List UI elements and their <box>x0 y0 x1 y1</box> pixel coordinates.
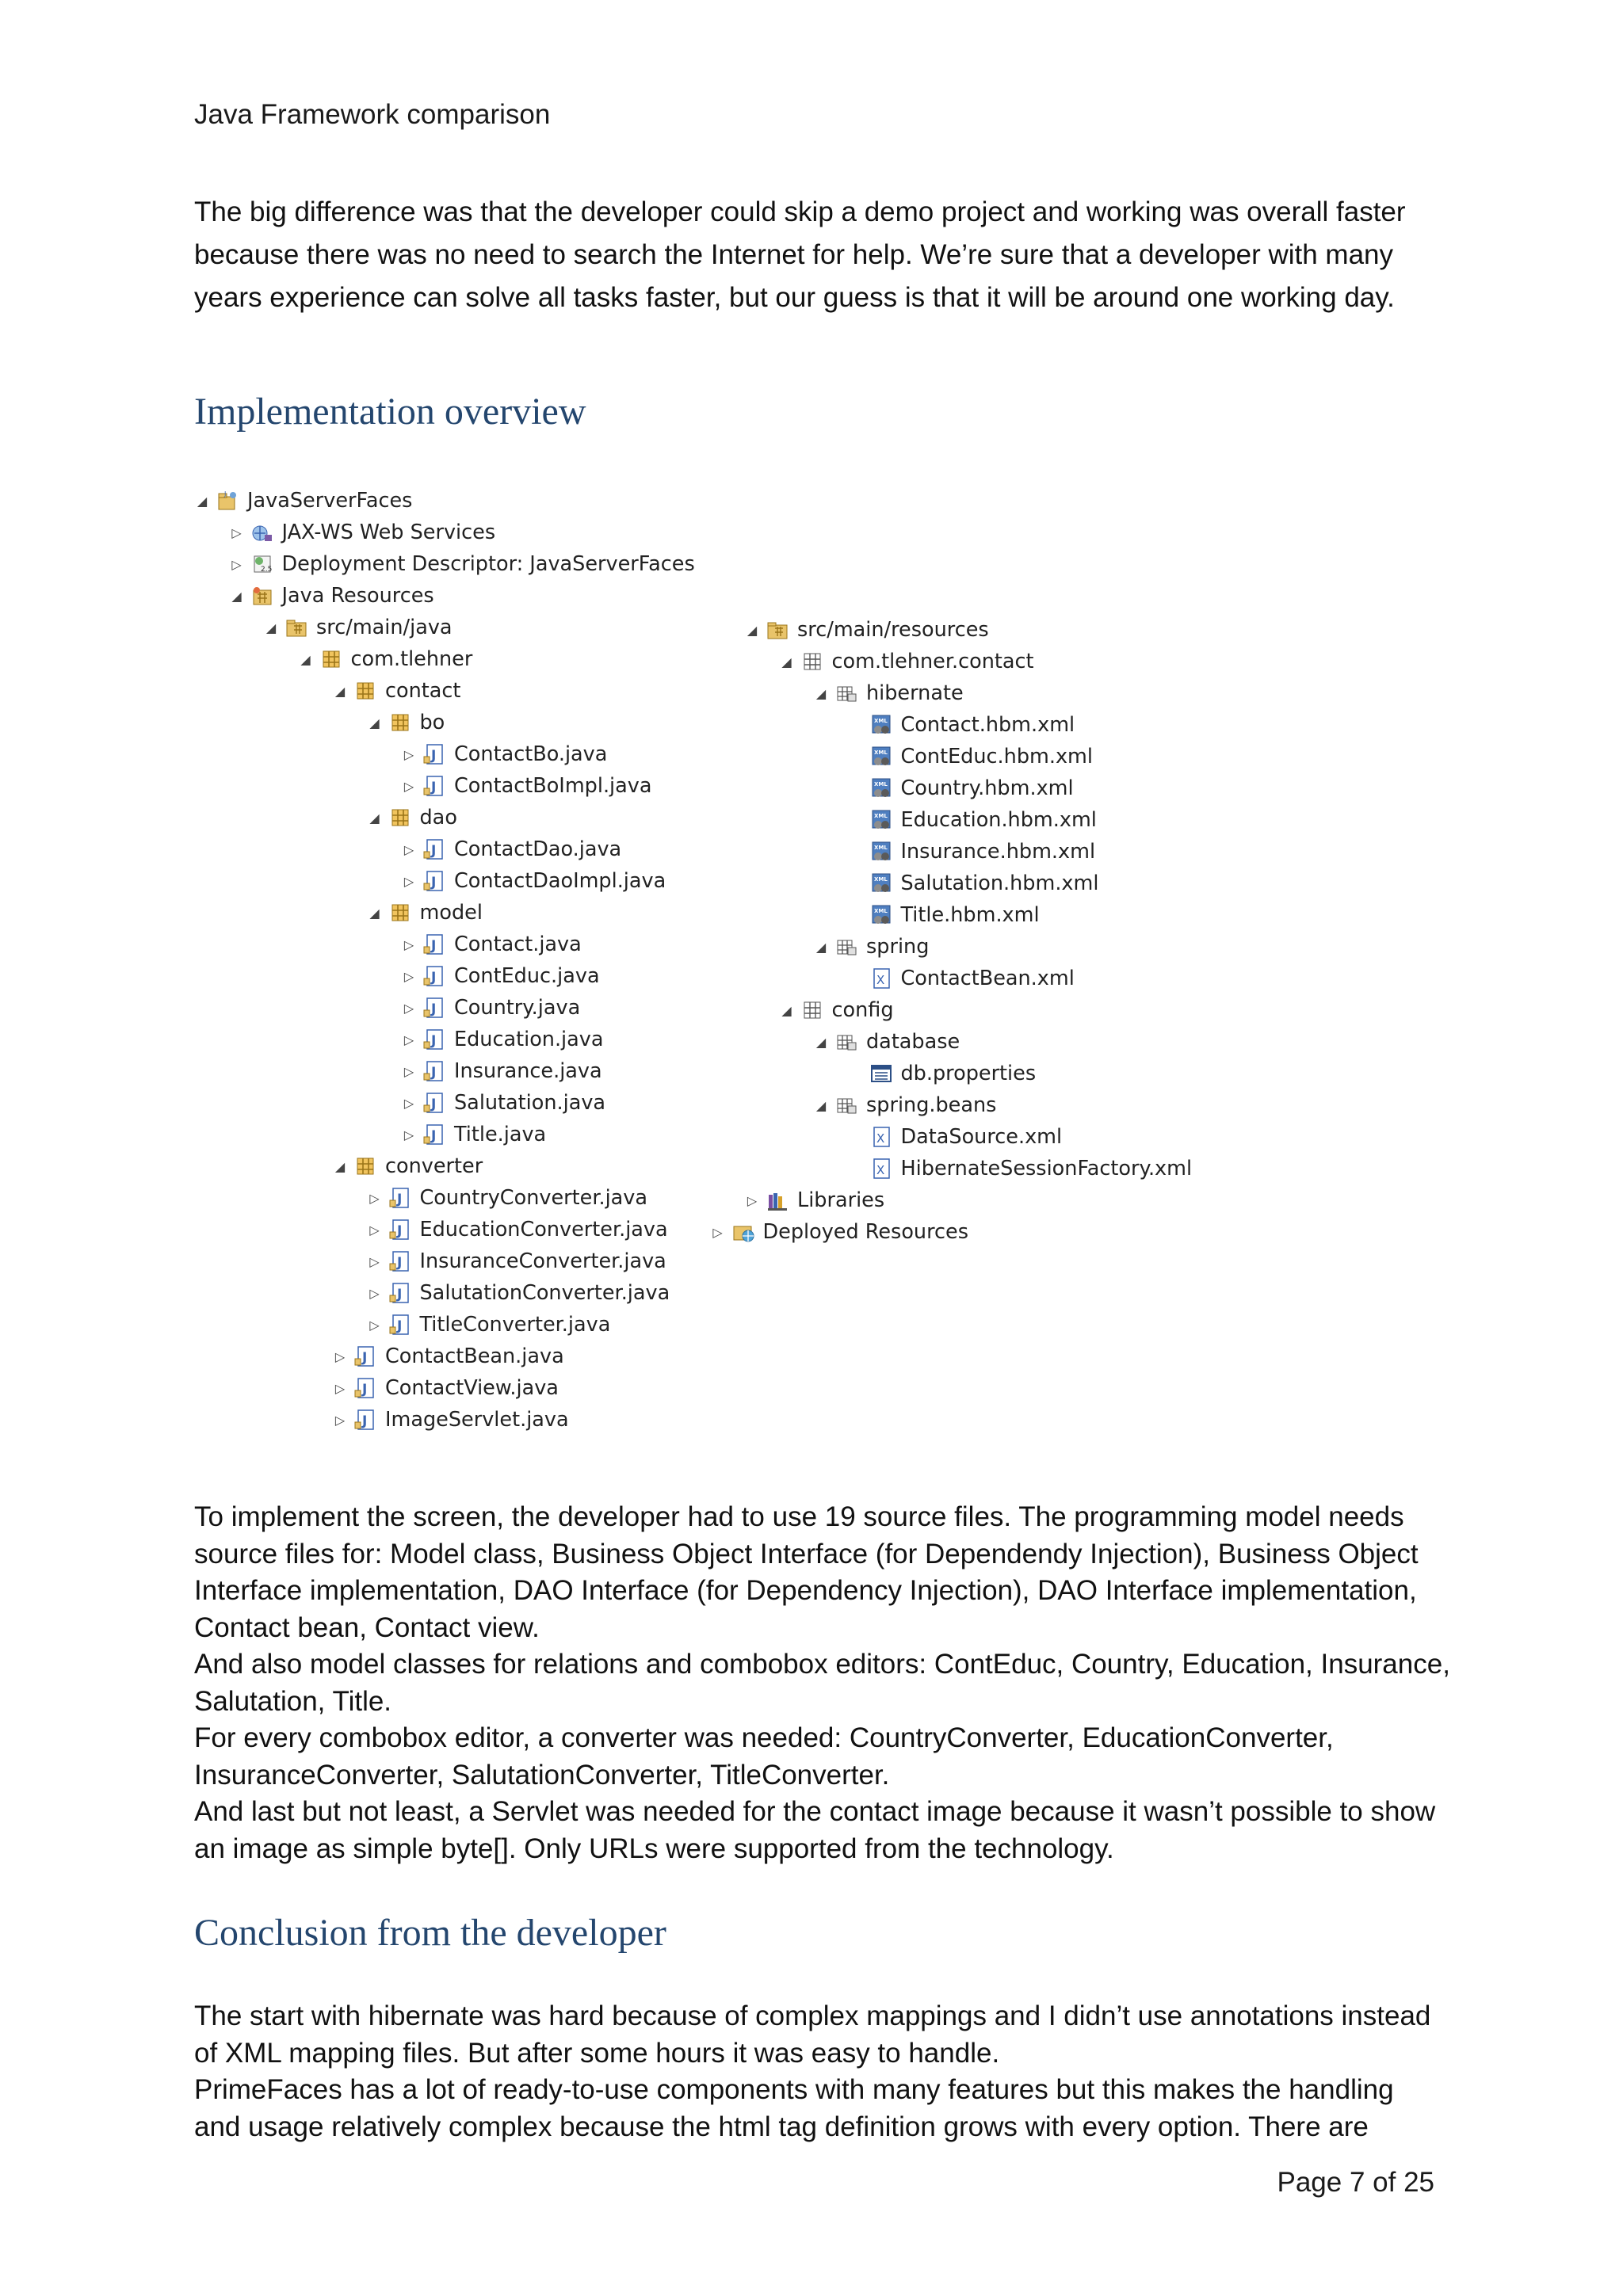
intro-paragraph <box>194 191 1462 319</box>
tree-node[interactable] <box>366 1245 666 1277</box>
java-file-icon <box>422 869 446 893</box>
tree-node[interactable] <box>847 836 1096 868</box>
tree-node-label: db.properties <box>900 1062 1037 1085</box>
tree-node[interactable] <box>812 1026 960 1058</box>
descriptor-icon <box>250 552 274 576</box>
webservice-icon <box>250 521 274 544</box>
tree-node[interactable] <box>812 931 929 963</box>
tree-spacer <box>847 804 865 836</box>
svg-text:J: J <box>431 748 437 764</box>
tree-node[interactable] <box>366 1309 611 1341</box>
java-resources-icon <box>250 584 274 608</box>
svg-text:XML: XML <box>873 845 888 851</box>
tree-node-label: Contact.hbm.xml <box>900 713 1075 737</box>
expanded-toggle-icon[interactable]: ◢ <box>300 651 311 667</box>
tree-node-label: ContactDaoImpl.java <box>454 869 666 893</box>
tree-node-label: JavaServerFaces <box>247 489 413 513</box>
conclusion-line: and usage relatively complex because the html tag definition grows with every option. There are <box>194 2111 1369 2142</box>
tree-node[interactable] <box>400 770 651 802</box>
conclusion-paragraph <box>194 1998 1462 2145</box>
folder-package-icon <box>834 935 858 959</box>
tree-node[interactable] <box>331 1372 559 1404</box>
java-file-icon <box>353 1408 377 1432</box>
tree-node[interactable] <box>228 580 434 612</box>
tree-node-label: spring <box>866 935 930 959</box>
java-file-icon <box>422 964 446 988</box>
collapsed-toggle-icon[interactable]: ▷ <box>403 936 414 952</box>
tree-spacer <box>847 899 865 931</box>
expanded-toggle-icon[interactable]: ◢ <box>369 905 380 921</box>
tree-node-label: converter <box>385 1154 483 1178</box>
tree-node[interactable] <box>228 517 496 548</box>
tree-spacer <box>847 1153 865 1184</box>
tree-node-label: Contact.java <box>454 933 582 956</box>
tree-node-label: ContactBean.java <box>385 1344 564 1368</box>
implementation-line: InsuranceConverter, SalutationConverter, TitleConverter. <box>194 1759 890 1791</box>
implementation-line: an image as simple byte[]. Only URLs were supported from the technology. <box>194 1833 1114 1864</box>
collapsed-toggle-icon[interactable]: ▷ <box>403 841 414 857</box>
tree-node-label: DataSource.xml <box>900 1125 1063 1149</box>
tree-node-label: com.tlehner.contact <box>831 650 1034 673</box>
collapsed-toggle-icon[interactable]: ▷ <box>231 556 242 572</box>
running-header: Java Framework comparison <box>194 99 551 130</box>
package-outline-icon <box>800 650 824 673</box>
tree-node[interactable] <box>331 1404 569 1436</box>
java-file-icon <box>388 1218 412 1241</box>
tree-node-label: Salutation.java <box>454 1091 606 1115</box>
tree-spacer <box>847 868 865 899</box>
collapsed-toggle-icon[interactable]: ▷ <box>369 1317 380 1333</box>
package-icon <box>388 711 412 734</box>
svg-text:XML: XML <box>873 749 888 756</box>
svg-text:XML: XML <box>873 876 888 883</box>
svg-text:J: J <box>431 843 437 859</box>
tree-node[interactable] <box>400 1119 546 1150</box>
tree-node[interactable] <box>847 868 1099 899</box>
tree-node-label: ImageServlet.java <box>385 1408 569 1432</box>
expanded-toggle-icon[interactable]: ◢ <box>197 493 208 509</box>
svg-text:J: J <box>431 970 437 986</box>
tree-node-label: ContEduc.java <box>454 964 600 988</box>
collapsed-toggle-icon[interactable]: ▷ <box>403 1063 414 1079</box>
java-file-icon <box>422 996 446 1020</box>
collapsed-toggle-icon[interactable]: ▷ <box>369 1190 380 1206</box>
collapsed-toggle-icon[interactable]: ▷ <box>712 1224 723 1240</box>
tree-node[interactable] <box>400 1024 604 1055</box>
tree-node[interactable] <box>743 1184 884 1216</box>
hibernate-xml-icon <box>869 776 893 800</box>
tree-node-label: src/main/resources <box>797 618 989 642</box>
project-icon <box>216 489 239 513</box>
java-file-icon <box>422 1091 446 1115</box>
tree-spacer <box>847 772 865 804</box>
tree-node-label: src/main/java <box>316 616 453 639</box>
tree-node-label: Deployed Resources <box>762 1220 968 1244</box>
tree-node-label: CountryConverter.java <box>419 1186 647 1210</box>
intro-line: years experience can solve all tasks faster, but our guess is that it will be around one working day. <box>194 282 1395 313</box>
svg-text:J: J <box>431 1001 437 1017</box>
tree-node[interactable] <box>400 865 666 897</box>
java-file-icon <box>422 1123 446 1146</box>
java-file-icon <box>388 1186 412 1210</box>
tree-node-label: JAX-WS Web Services <box>281 521 496 544</box>
java-file-icon <box>422 1059 446 1083</box>
tree-node[interactable] <box>400 833 621 865</box>
folder-package-icon <box>834 681 858 705</box>
tree-node[interactable] <box>228 548 695 580</box>
svg-text:J: J <box>362 1413 368 1429</box>
tree-node[interactable] <box>847 804 1097 836</box>
folder-package-icon <box>834 1093 858 1117</box>
folder-package-icon <box>834 1030 858 1054</box>
tree-node[interactable] <box>400 960 600 992</box>
implementation-line: And also model classes for relations and combobox editors: ContEduc, Country, Education, Insurance, <box>194 1649 1450 1680</box>
tree-node-label: database <box>866 1030 960 1054</box>
implementation-line: Salutation, Title. <box>194 1685 392 1717</box>
tree-node[interactable] <box>778 646 1034 677</box>
collapsed-toggle-icon[interactable]: ▷ <box>403 873 414 889</box>
page-number: Page 7 of 25 <box>1277 2167 1434 2198</box>
tree-node[interactable] <box>847 709 1075 741</box>
svg-text:X: X <box>876 973 884 987</box>
intro-line: The big difference was that the developer could skip a demo project and working was overall faster <box>194 196 1406 227</box>
java-file-icon <box>422 837 446 861</box>
tree-spacer <box>847 1121 865 1153</box>
tree-node-label: config <box>831 998 894 1022</box>
collapsed-toggle-icon[interactable]: ▷ <box>403 1127 414 1142</box>
hibernate-xml-icon <box>869 871 893 895</box>
java-file-icon <box>388 1313 412 1337</box>
collapsed-toggle-icon[interactable]: ▷ <box>403 968 414 984</box>
implementation-line: And last but not least, a Servlet was needed for the contact image because it wasn’t possible to show <box>194 1796 1436 1827</box>
tree-spacer <box>847 741 865 772</box>
collapsed-toggle-icon[interactable]: ▷ <box>403 1000 414 1016</box>
java-file-icon <box>353 1376 377 1400</box>
hibernate-xml-icon <box>869 840 893 864</box>
collapsed-toggle-icon[interactable]: ▷ <box>747 1192 758 1208</box>
tree-spacer <box>847 836 865 868</box>
java-file-icon <box>422 774 446 798</box>
tree-node[interactable] <box>847 899 1040 931</box>
tree-node[interactable] <box>400 1087 605 1119</box>
tree-node[interactable] <box>400 992 580 1024</box>
expanded-toggle-icon[interactable]: ◢ <box>265 620 277 635</box>
tree-node[interactable] <box>366 1182 648 1214</box>
tree-node[interactable] <box>812 677 964 709</box>
package-outline-icon <box>800 998 824 1022</box>
expanded-toggle-icon[interactable]: ◢ <box>231 588 242 604</box>
package-icon <box>388 901 412 925</box>
collapsed-toggle-icon[interactable]: ▷ <box>369 1222 380 1238</box>
tree-node-label: contact <box>385 679 461 703</box>
tree-spacer <box>847 963 865 994</box>
tree-node-label: ContactBoImpl.java <box>454 774 652 798</box>
collapsed-toggle-icon[interactable]: ▷ <box>334 1412 346 1428</box>
tree-node-label: ContactBo.java <box>454 742 608 766</box>
tree-node[interactable] <box>847 741 1093 772</box>
tree-node[interactable] <box>366 707 445 738</box>
hibernate-xml-icon <box>869 808 893 832</box>
tree-node[interactable] <box>297 643 473 675</box>
collapsed-toggle-icon[interactable]: ▷ <box>334 1348 346 1364</box>
svg-text:J: J <box>362 1350 368 1366</box>
implementation-line: To implement the screen, the developer had to use 19 source files. The programming model needs <box>194 1501 1404 1532</box>
svg-text:XML: XML <box>873 781 888 788</box>
tree-node-label: SalutationConverter.java <box>419 1281 670 1305</box>
expanded-toggle-icon[interactable]: ◢ <box>747 622 758 638</box>
collapsed-toggle-icon[interactable]: ▷ <box>334 1380 346 1396</box>
expanded-toggle-icon[interactable]: ◢ <box>781 654 792 669</box>
tree-node[interactable] <box>331 675 460 707</box>
expanded-toggle-icon[interactable]: ◢ <box>815 1097 827 1113</box>
tree-node-label: TitleConverter.java <box>419 1313 611 1337</box>
tree-node[interactable] <box>847 963 1075 994</box>
hibernate-xml-icon <box>869 713 893 737</box>
collapsed-toggle-icon[interactable]: ▷ <box>369 1285 380 1301</box>
tree-node[interactable] <box>400 738 607 770</box>
tree-spacer <box>847 709 865 741</box>
source-folder-icon <box>766 618 789 642</box>
expanded-toggle-icon[interactable]: ◢ <box>815 1034 827 1050</box>
svg-text:J: J <box>431 780 437 795</box>
tree-node[interactable] <box>331 1341 564 1372</box>
tree-node[interactable] <box>262 612 453 643</box>
implementation-paragraph <box>194 1499 1462 1867</box>
hibernate-xml-icon <box>869 903 893 927</box>
expanded-toggle-icon[interactable]: ◢ <box>781 1002 792 1018</box>
tree-node[interactable] <box>778 994 894 1026</box>
expanded-toggle-icon[interactable]: ◢ <box>815 939 827 955</box>
package-icon <box>353 679 377 703</box>
tree-node-label: com.tlehner <box>350 647 473 671</box>
svg-text:J: J <box>431 1033 437 1049</box>
source-folder-icon <box>285 616 308 639</box>
svg-text:J: J <box>396 1255 402 1271</box>
tree-node-label: Education.hbm.xml <box>900 808 1097 832</box>
collapsed-toggle-icon[interactable]: ▷ <box>403 778 414 794</box>
svg-text:J: J <box>396 1287 402 1302</box>
expanded-toggle-icon[interactable]: ◢ <box>815 685 827 701</box>
section-heading-implementation: Implementation overview <box>194 391 586 433</box>
java-file-icon <box>422 933 446 956</box>
svg-text:J: J <box>396 1318 402 1334</box>
implementation-line: For every combobox editor, a converter was needed: CountryConverter, EducationConverter, <box>194 1722 1334 1753</box>
tree-node-label: bo <box>419 711 445 734</box>
hibernate-xml-icon <box>869 745 893 769</box>
tree-node-label: Title.hbm.xml <box>900 903 1040 927</box>
svg-text:J: J <box>431 1097 437 1112</box>
implementation-line: source files for: Model class, Business Object Interface (for Dependendy Injection), Business Object <box>194 1538 1419 1569</box>
svg-text:J: J <box>396 1223 402 1239</box>
package-icon <box>319 647 343 671</box>
tree-node[interactable] <box>812 1089 996 1121</box>
tree-node-label: Country.hbm.xml <box>900 776 1074 800</box>
tree-node-label: Education.java <box>454 1028 604 1051</box>
java-file-icon <box>422 742 446 766</box>
tree-node-label: spring.beans <box>866 1093 997 1117</box>
tree-node-label: InsuranceConverter.java <box>419 1249 666 1273</box>
tree-node[interactable] <box>709 1216 969 1248</box>
tree-node-label: dao <box>419 806 457 830</box>
tree-node-label: hibernate <box>866 681 964 705</box>
tree-node[interactable] <box>847 1058 1037 1089</box>
implementation-line: Interface implementation, DAO Interface (for Dependency Injection), DAO Interface implementation, <box>194 1575 1417 1606</box>
tree-node[interactable] <box>847 772 1074 804</box>
svg-text:XML: XML <box>873 813 888 819</box>
java-file-icon <box>353 1344 377 1368</box>
tree-node-label: Salutation.hbm.xml <box>900 871 1099 895</box>
tree-node[interactable] <box>400 1055 602 1087</box>
tree-spacer <box>847 1058 865 1089</box>
tree-node[interactable] <box>847 1121 1063 1153</box>
svg-text:X: X <box>876 1163 884 1177</box>
collapsed-toggle-icon[interactable]: ▷ <box>403 746 414 762</box>
deployed-resources-icon <box>731 1220 755 1244</box>
svg-text:J: J <box>396 1192 402 1207</box>
tree-node[interactable] <box>743 614 989 646</box>
expanded-toggle-icon[interactable]: ◢ <box>334 1158 346 1174</box>
svg-text:J: J <box>224 490 227 498</box>
properties-file-icon <box>869 1062 893 1085</box>
java-file-icon <box>388 1281 412 1305</box>
xml-file-icon <box>869 1125 893 1149</box>
tree-node-label: ContactView.java <box>385 1376 559 1400</box>
tree-node-label: Title.java <box>454 1123 547 1146</box>
conclusion-line: of XML mapping files. But after some hours it was easy to handle. <box>194 2037 1000 2069</box>
expanded-toggle-icon[interactable]: ◢ <box>369 715 380 730</box>
package-icon <box>388 806 412 830</box>
collapsed-toggle-icon[interactable]: ▷ <box>369 1253 380 1269</box>
xml-file-icon <box>869 967 893 990</box>
svg-text:J: J <box>431 875 437 891</box>
svg-text:J: J <box>431 938 437 954</box>
tree-node-label: ContEduc.hbm.xml <box>900 745 1093 769</box>
tree-node[interactable] <box>400 929 582 960</box>
tree-node-label: Insurance.java <box>454 1059 602 1083</box>
tree-node[interactable] <box>331 1150 483 1182</box>
svg-text:J: J <box>431 1128 437 1144</box>
tree-node-label: Country.java <box>454 996 581 1020</box>
tree-node[interactable] <box>366 897 483 929</box>
svg-text:XML: XML <box>873 718 888 724</box>
tree-node-label: Deployment Descriptor: JavaServerFaces <box>281 552 695 576</box>
tree-node-label: Java Resources <box>281 584 434 608</box>
tree-node-label: ContactDao.java <box>454 837 622 861</box>
expanded-toggle-icon[interactable]: ◢ <box>334 683 346 699</box>
package-icon <box>353 1154 377 1178</box>
tree-node-label: Insurance.hbm.xml <box>900 840 1096 864</box>
xml-file-icon <box>869 1157 893 1180</box>
tree-node[interactable] <box>366 802 457 833</box>
libraries-icon <box>766 1188 789 1212</box>
java-file-icon <box>388 1249 412 1273</box>
tree-node[interactable] <box>847 1153 1193 1184</box>
svg-text:2.5: 2.5 <box>260 566 272 574</box>
conclusion-line: PrimeFaces has a lot of ready-to-use components with many features but this makes the handling <box>194 2074 1394 2105</box>
collapsed-toggle-icon[interactable]: ▷ <box>403 1095 414 1111</box>
tree-node[interactable] <box>193 485 412 517</box>
tree-node-label: HibernateSessionFactory.xml <box>900 1157 1193 1180</box>
intro-line: because there was no need to search the Internet for help. We’re sure that a developer with many <box>194 239 1394 270</box>
tree-node-label: EducationConverter.java <box>419 1218 668 1241</box>
implementation-line: Contact bean, Contact view. <box>194 1611 540 1643</box>
svg-text:J: J <box>362 1382 368 1398</box>
tree-node-label: ContactBean.xml <box>900 967 1075 990</box>
collapsed-toggle-icon[interactable]: ▷ <box>403 1032 414 1047</box>
tree-node-label: Libraries <box>797 1188 885 1212</box>
expanded-toggle-icon[interactable]: ◢ <box>369 810 380 826</box>
conclusion-line: The start with hibernate was hard because of complex mappings and I didn’t use annotations instead <box>194 2000 1431 2031</box>
svg-text:X: X <box>876 1131 884 1146</box>
tree-node[interactable] <box>366 1277 670 1309</box>
svg-text:J: J <box>431 1065 437 1081</box>
section-heading-conclusion: Conclusion from the developer <box>194 1912 666 1954</box>
tree-node[interactable] <box>366 1214 668 1245</box>
tree-node-label: model <box>419 901 483 925</box>
svg-text:XML: XML <box>873 908 888 914</box>
collapsed-toggle-icon[interactable]: ▷ <box>231 524 242 540</box>
java-file-icon <box>422 1028 446 1051</box>
